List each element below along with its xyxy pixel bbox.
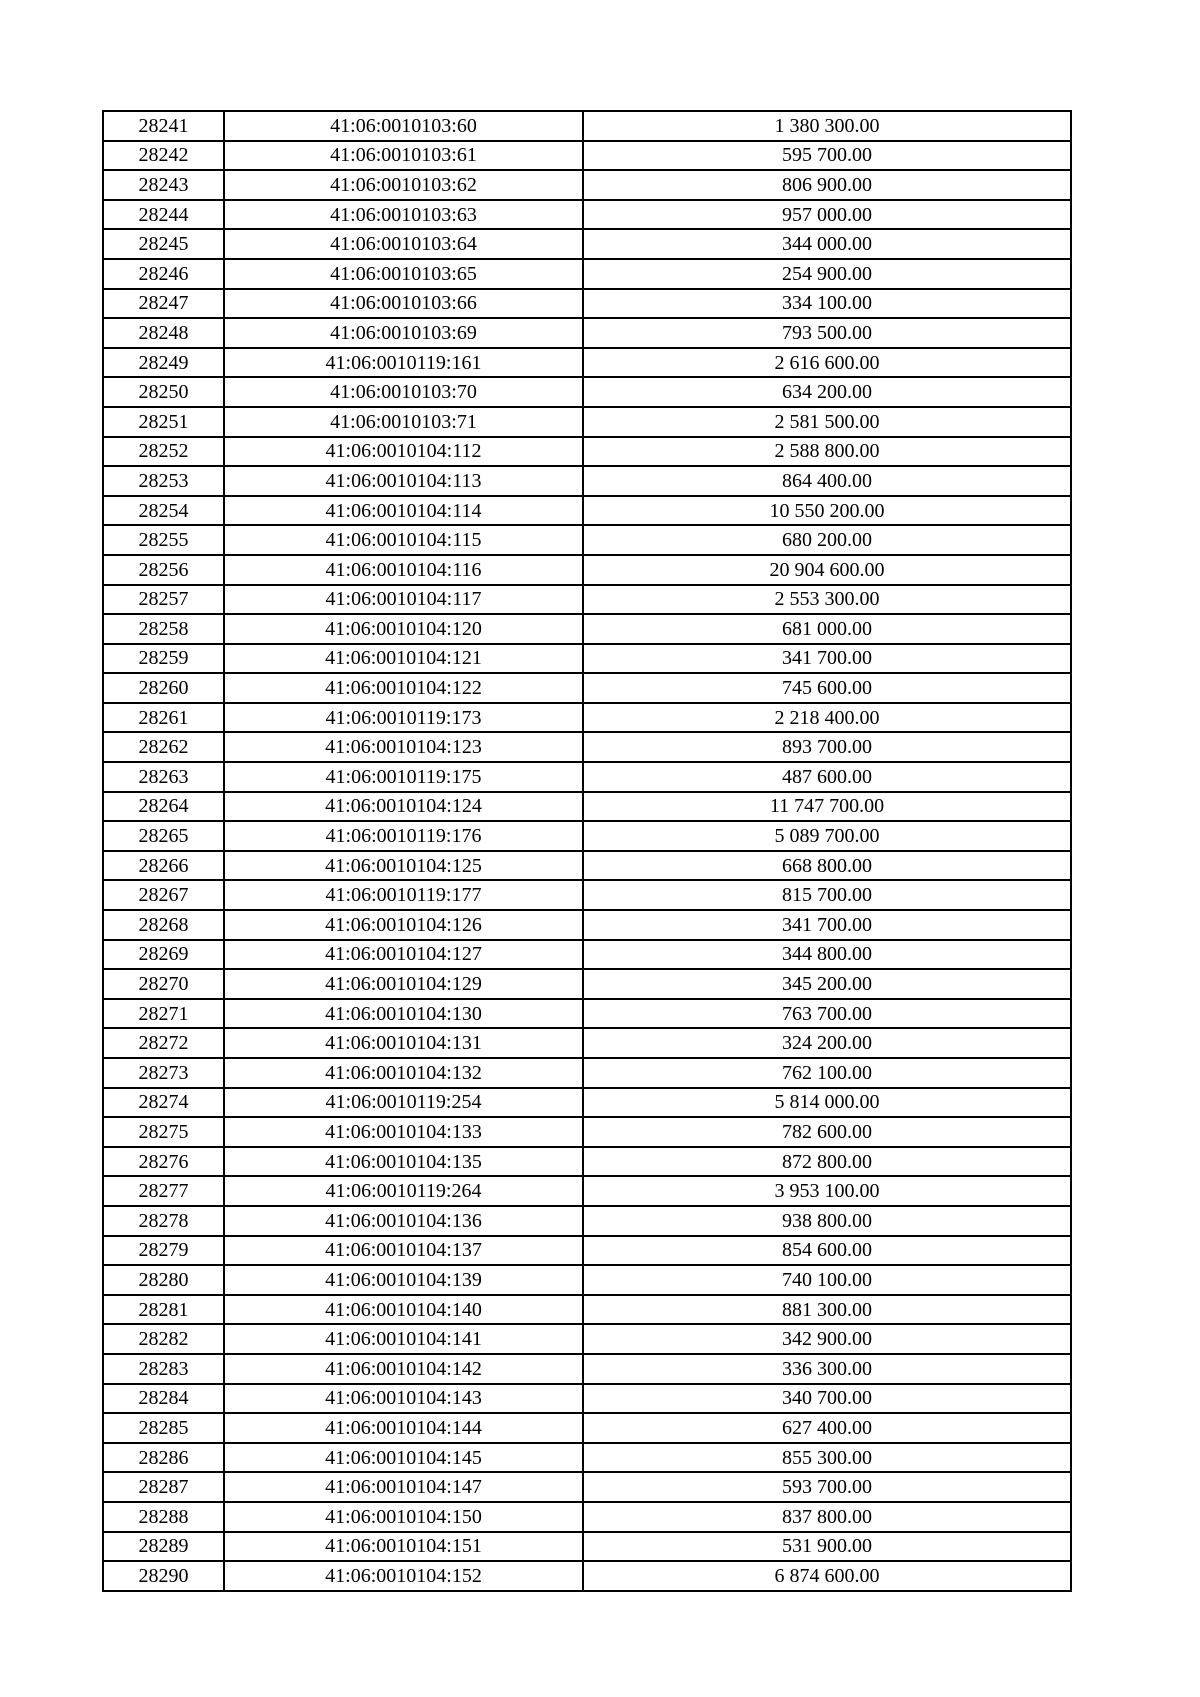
table-row [103,1117,1071,1147]
cadastral-number-cell: 41:06:0010104:123 [224,732,583,762]
cadastral-number-cell: 41:06:0010119:161 [224,348,583,378]
cadastral-value-cell: 745 600.00 [583,673,1071,703]
row-number-cell: 28248 [103,318,224,348]
row-number-cell: 28266 [103,851,224,881]
row-number-cell: 28289 [103,1532,224,1562]
cadastral-value-cell: 20 904 600.00 [583,555,1071,585]
table-row [103,1058,1071,1088]
cadastral-number-cell: 41:06:0010119:176 [224,821,583,851]
row-number-cell: 28274 [103,1088,224,1118]
cadastral-value-cell: 593 700.00 [583,1472,1071,1502]
cadastral-value-cell: 2 581 500.00 [583,407,1071,437]
cadastral-value-cell: 740 100.00 [583,1265,1071,1295]
row-number-cell: 28267 [103,880,224,910]
cadastral-value-cell: 595 700.00 [583,141,1071,171]
table-row [103,732,1071,762]
cadastral-number-cell: 41:06:0010104:151 [224,1532,583,1562]
cadastral-value-cell: 763 700.00 [583,999,1071,1029]
table-row [103,1354,1071,1384]
cadastral-value-cell: 344 000.00 [583,229,1071,259]
cadastral-number-cell: 41:06:0010104:144 [224,1413,583,1443]
cadastral-number-cell: 41:06:0010104:126 [224,910,583,940]
cadastral-number-cell: 41:06:0010104:125 [224,851,583,881]
cadastral-number-cell: 41:06:0010104:145 [224,1443,583,1473]
table-row [103,1532,1071,1562]
row-number-cell: 28265 [103,821,224,851]
row-number-cell: 28271 [103,999,224,1029]
cadastral-number-cell: 41:06:0010103:65 [224,259,583,289]
table-row [103,200,1071,230]
cadastral-number-cell: 41:06:0010104:152 [224,1561,583,1591]
cadastral-number-cell: 41:06:0010103:66 [224,289,583,319]
cadastral-number-cell: 41:06:0010119:173 [224,703,583,733]
cadastral-value-cell: 957 000.00 [583,200,1071,230]
row-number-cell: 28254 [103,496,224,526]
row-number-cell: 28245 [103,229,224,259]
table-row [103,1502,1071,1532]
row-number-cell: 28243 [103,170,224,200]
table-row [103,1413,1071,1443]
table-row [103,910,1071,940]
row-number-cell: 28261 [103,703,224,733]
table-row [103,673,1071,703]
cadastral-value-cell: 855 300.00 [583,1443,1071,1473]
cadastral-number-cell: 41:06:0010104:116 [224,555,583,585]
cadastral-value-cell: 324 200.00 [583,1028,1071,1058]
table-row [103,940,1071,970]
row-number-cell: 28282 [103,1324,224,1354]
row-number-cell: 28268 [103,910,224,940]
table-row [103,289,1071,319]
row-number-cell: 28284 [103,1384,224,1414]
row-number-cell: 28288 [103,1502,224,1532]
cadastral-value-cell: 344 800.00 [583,940,1071,970]
table-row [103,1147,1071,1177]
table-row [103,1384,1071,1414]
row-number-cell: 28290 [103,1561,224,1591]
row-number-cell: 28262 [103,732,224,762]
cadastral-number-cell: 41:06:0010103:71 [224,407,583,437]
cadastral-number-cell: 41:06:0010104:132 [224,1058,583,1088]
table-row [103,466,1071,496]
row-number-cell: 28257 [103,585,224,615]
cadastral-number-cell: 41:06:0010104:141 [224,1324,583,1354]
table-row [103,1176,1071,1206]
row-number-cell: 28259 [103,644,224,674]
table-row [103,407,1071,437]
table-row [103,644,1071,674]
table-row [103,614,1071,644]
cadastral-number-cell: 41:06:0010104:142 [224,1354,583,1384]
cadastral-number-cell: 41:06:0010104:129 [224,969,583,999]
row-number-cell: 28247 [103,289,224,319]
table-row [103,348,1071,378]
cadastral-number-cell: 41:06:0010103:69 [224,318,583,348]
row-number-cell: 28256 [103,555,224,585]
cadastral-value-cell: 668 800.00 [583,851,1071,881]
row-number-cell: 28258 [103,614,224,644]
table-row [103,999,1071,1029]
cadastral-value-cell: 6 874 600.00 [583,1561,1071,1591]
table-row [103,1443,1071,1473]
cadastral-number-cell: 41:06:0010104:122 [224,673,583,703]
table-row [103,1088,1071,1118]
cadastral-value-cell: 681 000.00 [583,614,1071,644]
cadastral-number-cell: 41:06:0010104:133 [224,1117,583,1147]
cadastral-value-cell: 2 553 300.00 [583,585,1071,615]
cadastral-number-cell: 41:06:0010104:112 [224,437,583,467]
row-number-cell: 28250 [103,377,224,407]
cadastral-value-cell: 487 600.00 [583,762,1071,792]
table-row [103,880,1071,910]
cadastral-number-cell: 41:06:0010119:177 [224,880,583,910]
cadastral-value-cell: 837 800.00 [583,1502,1071,1532]
table-row [103,1561,1071,1591]
cadastral-number-cell: 41:06:0010104:113 [224,466,583,496]
cadastral-number-cell: 41:06:0010104:143 [224,1384,583,1414]
cadastral-value-cell: 3 953 100.00 [583,1176,1071,1206]
table-row [103,1324,1071,1354]
cadastral-number-cell: 41:06:0010104:117 [224,585,583,615]
table-body [103,111,1071,1591]
cadastral-value-cell: 634 200.00 [583,377,1071,407]
row-number-cell: 28252 [103,437,224,467]
cadastral-value-cell: 5 089 700.00 [583,821,1071,851]
row-number-cell: 28251 [103,407,224,437]
cadastral-number-cell: 41:06:0010104:136 [224,1206,583,1236]
row-number-cell: 28279 [103,1236,224,1266]
cadastral-number-cell: 41:06:0010103:61 [224,141,583,171]
row-number-cell: 28241 [103,111,224,141]
cadastral-value-cell: 345 200.00 [583,969,1071,999]
cadastral-number-cell: 41:06:0010104:114 [224,496,583,526]
cadastral-number-cell: 41:06:0010103:70 [224,377,583,407]
cadastral-value-cell: 872 800.00 [583,1147,1071,1177]
table-row [103,1206,1071,1236]
table-row [103,437,1071,467]
row-number-cell: 28270 [103,969,224,999]
cadastral-value-cell: 2 588 800.00 [583,437,1071,467]
row-number-cell: 28249 [103,348,224,378]
row-number-cell: 28255 [103,525,224,555]
table-row [103,318,1071,348]
row-number-cell: 28278 [103,1206,224,1236]
row-number-cell: 28264 [103,792,224,822]
cadastral-value-table [102,110,1072,1592]
table-row [103,851,1071,881]
table-row [103,377,1071,407]
row-number-cell: 28263 [103,762,224,792]
cadastral-number-cell: 41:06:0010104:140 [224,1295,583,1325]
table-row [103,525,1071,555]
table-row [103,229,1071,259]
cadastral-value-cell: 627 400.00 [583,1413,1071,1443]
cadastral-value-cell: 341 700.00 [583,644,1071,674]
row-number-cell: 28276 [103,1147,224,1177]
cadastral-value-cell: 680 200.00 [583,525,1071,555]
cadastral-value-cell: 938 800.00 [583,1206,1071,1236]
cadastral-value-cell: 334 100.00 [583,289,1071,319]
cadastral-number-cell: 41:06:0010119:264 [224,1176,583,1206]
cadastral-value-cell: 2 218 400.00 [583,703,1071,733]
row-number-cell: 28287 [103,1472,224,1502]
table-row [103,555,1071,585]
table-row [103,259,1071,289]
row-number-cell: 28242 [103,141,224,171]
table-row [103,821,1071,851]
cadastral-number-cell: 41:06:0010104:131 [224,1028,583,1058]
row-number-cell: 28285 [103,1413,224,1443]
table-row [103,1236,1071,1266]
cadastral-number-cell: 41:06:0010103:63 [224,200,583,230]
cadastral-value-cell: 340 700.00 [583,1384,1071,1414]
cadastral-number-cell: 41:06:0010104:137 [224,1236,583,1266]
row-number-cell: 28244 [103,200,224,230]
table-row [103,496,1071,526]
cadastral-number-cell: 41:06:0010104:120 [224,614,583,644]
row-number-cell: 28269 [103,940,224,970]
cadastral-value-cell: 341 700.00 [583,910,1071,940]
row-number-cell: 28272 [103,1028,224,1058]
cadastral-number-cell: 41:06:0010103:64 [224,229,583,259]
cadastral-value-cell: 782 600.00 [583,1117,1071,1147]
cadastral-number-cell: 41:06:0010119:254 [224,1088,583,1118]
cadastral-value-cell: 11 747 700.00 [583,792,1071,822]
cadastral-value-cell: 793 500.00 [583,318,1071,348]
row-number-cell: 28253 [103,466,224,496]
table-row [103,1472,1071,1502]
table-row [103,111,1071,141]
row-number-cell: 28281 [103,1295,224,1325]
cadastral-number-cell: 41:06:0010104:150 [224,1502,583,1532]
cadastral-value-cell: 342 900.00 [583,1324,1071,1354]
cadastral-value-cell: 5 814 000.00 [583,1088,1071,1118]
row-number-cell: 28260 [103,673,224,703]
cadastral-number-cell: 41:06:0010104:135 [224,1147,583,1177]
cadastral-value-cell: 854 600.00 [583,1236,1071,1266]
cadastral-number-cell: 41:06:0010104:147 [224,1472,583,1502]
cadastral-value-cell: 806 900.00 [583,170,1071,200]
cadastral-value-cell: 336 300.00 [583,1354,1071,1384]
table-row [103,170,1071,200]
table-row [103,585,1071,615]
cadastral-number-cell: 41:06:0010104:130 [224,999,583,1029]
cadastral-value-cell: 762 100.00 [583,1058,1071,1088]
cadastral-value-cell: 864 400.00 [583,466,1071,496]
row-number-cell: 28246 [103,259,224,289]
cadastral-value-cell: 2 616 600.00 [583,348,1071,378]
cadastral-value-cell: 893 700.00 [583,732,1071,762]
cadastral-number-cell: 41:06:0010103:60 [224,111,583,141]
cadastral-value-cell: 531 900.00 [583,1532,1071,1562]
table-row [103,1295,1071,1325]
table-row [103,762,1071,792]
cadastral-number-cell: 41:06:0010104:124 [224,792,583,822]
table-row [103,969,1071,999]
row-number-cell: 28280 [103,1265,224,1295]
table-row [103,141,1071,171]
cadastral-value-cell: 815 700.00 [583,880,1071,910]
cadastral-value-cell: 1 380 300.00 [583,111,1071,141]
row-number-cell: 28277 [103,1176,224,1206]
cadastral-value-cell: 881 300.00 [583,1295,1071,1325]
cadastral-number-cell: 41:06:0010104:115 [224,525,583,555]
cadastral-number-cell: 41:06:0010104:121 [224,644,583,674]
table-row [103,703,1071,733]
row-number-cell: 28286 [103,1443,224,1473]
cadastral-number-cell: 41:06:0010104:139 [224,1265,583,1295]
row-number-cell: 28275 [103,1117,224,1147]
cadastral-value-cell: 10 550 200.00 [583,496,1071,526]
row-number-cell: 28273 [103,1058,224,1088]
cadastral-value-cell: 254 900.00 [583,259,1071,289]
row-number-cell: 28283 [103,1354,224,1384]
cadastral-number-cell: 41:06:0010104:127 [224,940,583,970]
cadastral-number-cell: 41:06:0010103:62 [224,170,583,200]
table-row [103,1028,1071,1058]
cadastral-number-cell: 41:06:0010119:175 [224,762,583,792]
table-row [103,792,1071,822]
table-row [103,1265,1071,1295]
